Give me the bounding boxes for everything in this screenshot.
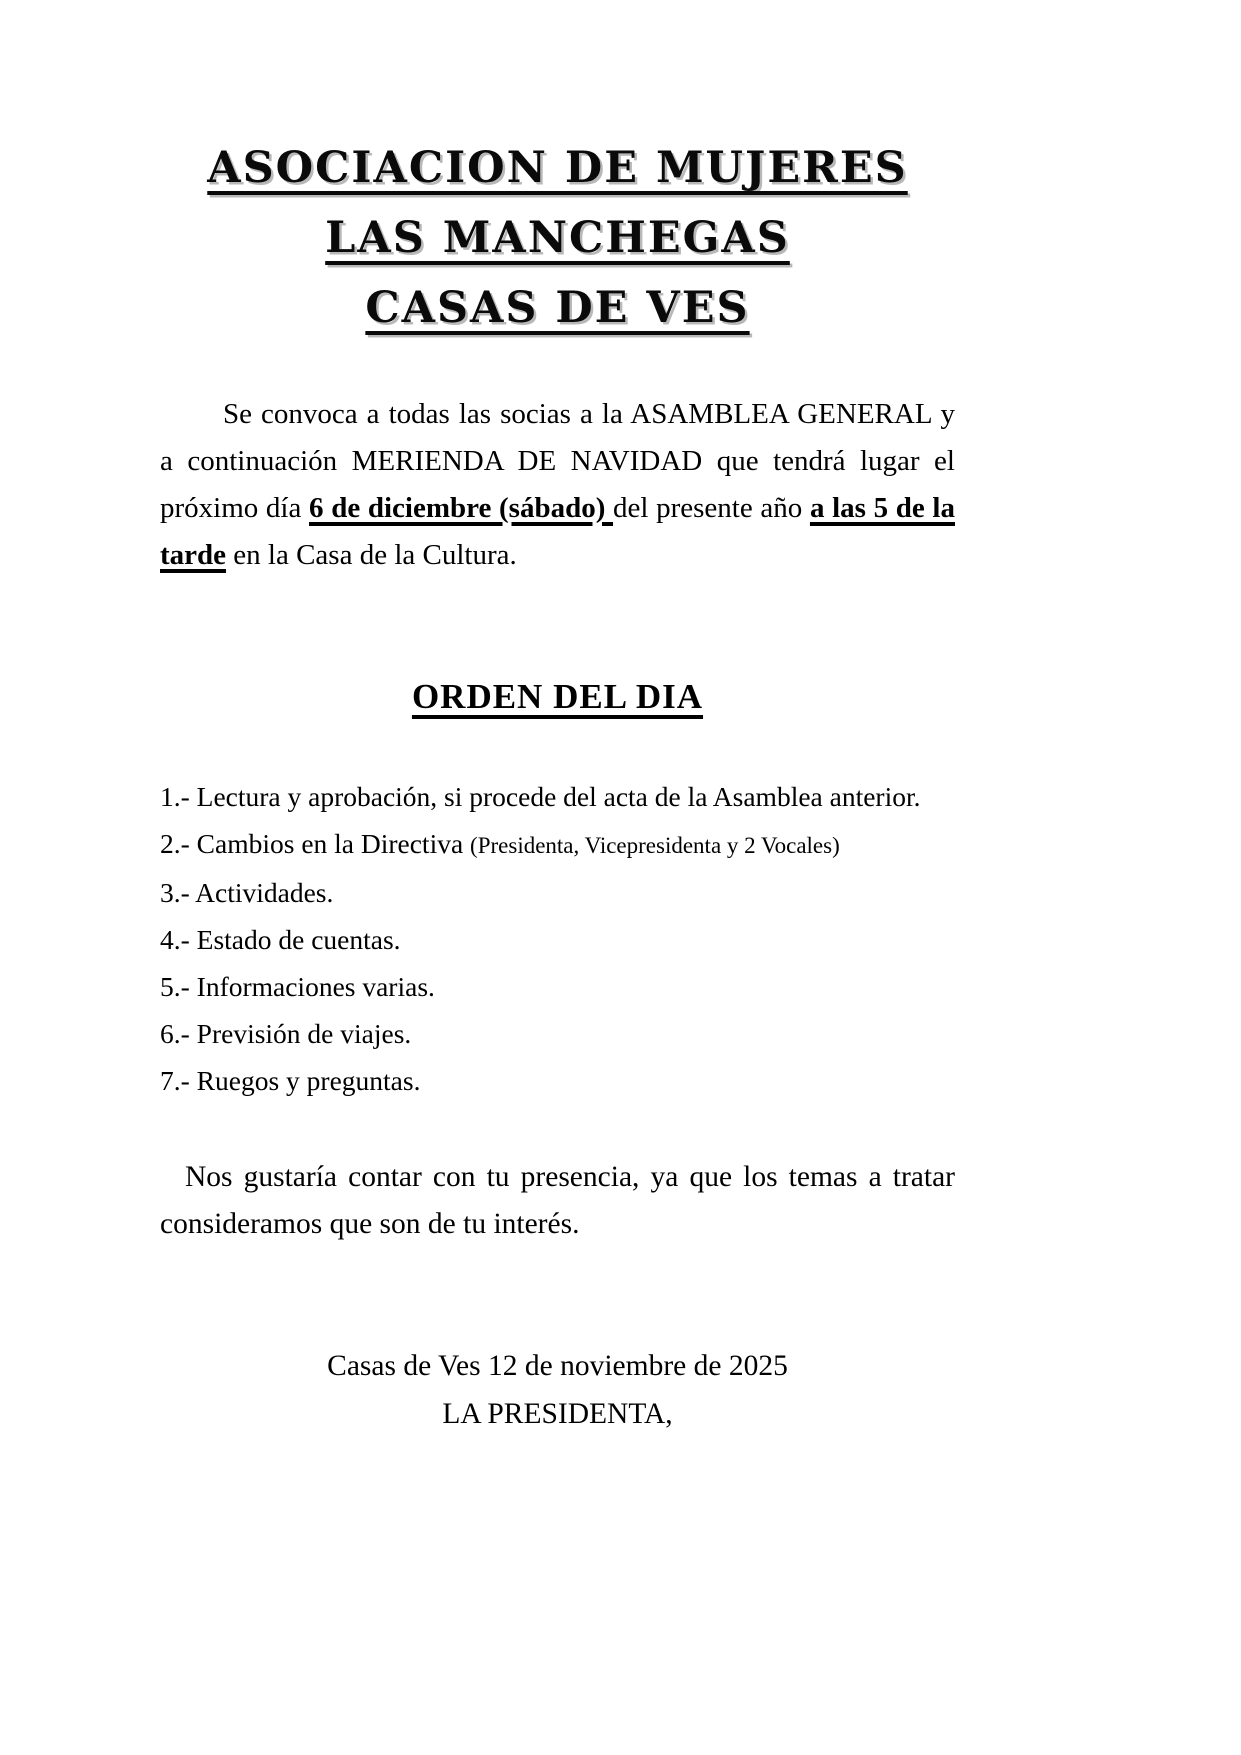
association-title: [160, 143, 955, 333]
title-line-3-text: CASAS DE VES: [365, 283, 750, 333]
agenda-item-6: [160, 1010, 955, 1057]
title-line-1: [160, 143, 955, 193]
agenda-item-5: [160, 963, 955, 1010]
signer-line: LA PRESIDENTA,: [442, 1398, 673, 1430]
agenda-item-7-text: 7.- Ruegos y preguntas.: [160, 1065, 421, 1096]
agenda-item-3-text: 3.- Actividades.: [160, 877, 334, 908]
title-line-2-text: LAS MANCHEGAS: [325, 213, 790, 263]
intro-paragraph: [160, 391, 955, 579]
title-line-2: [160, 213, 955, 263]
agenda-item-6-text: 6.- Previsión de viajes.: [160, 1018, 412, 1049]
agenda-item-1-text: 1.- Lectura y aprobación, si procede del acta de la Asamblea anterior.: [160, 781, 921, 812]
intro-segment-time: a las 5 de la tarde: [160, 492, 955, 571]
agenda-heading-row: [160, 677, 955, 717]
agenda-item-2-note: (Presidenta, Vicepresidenta y 2 Vocales): [470, 833, 840, 858]
agenda-item-4-text: 4.- Estado de cuentas.: [160, 924, 401, 955]
agenda-item-2: [160, 820, 955, 869]
place-date-line: Casas de Ves 12 de noviembre de 2025: [327, 1350, 788, 1382]
agenda-item-1: [160, 773, 955, 820]
agenda-item-7: [160, 1057, 955, 1104]
title-line-3: [160, 283, 955, 333]
intro-segment-date: 6 de diciembre (sábado): [309, 492, 614, 524]
agenda-heading: ORDEN DEL DIA: [411, 677, 704, 716]
closing-paragraph: Nos gustaría contar con tu presencia, ya que los temas a tratar consideramos que son de tu interés.: [160, 1161, 955, 1240]
agenda-item-5-text: 5.- Informaciones varias.: [160, 971, 435, 1002]
agenda-list: [160, 773, 955, 1104]
agenda-item-3: [160, 869, 955, 916]
title-line-1-text: ASOCIACION DE MUJERES: [207, 143, 908, 193]
intro-segment-1: Se convoca a todas las socias a la ASAMBLEA GENERAL y a continuación MERIENDA DE NAVIDAD que tendrá lugar el próximo día: [160, 398, 955, 524]
signature-block: [160, 1342, 955, 1438]
intro-segment-3: del presente año: [613, 492, 810, 524]
agenda-item-4: [160, 916, 955, 963]
intro-segment-5: en la Casa de la Cultura.: [226, 539, 517, 571]
agenda-item-2-text: 2.- Cambios en la Directiva: [160, 828, 471, 859]
